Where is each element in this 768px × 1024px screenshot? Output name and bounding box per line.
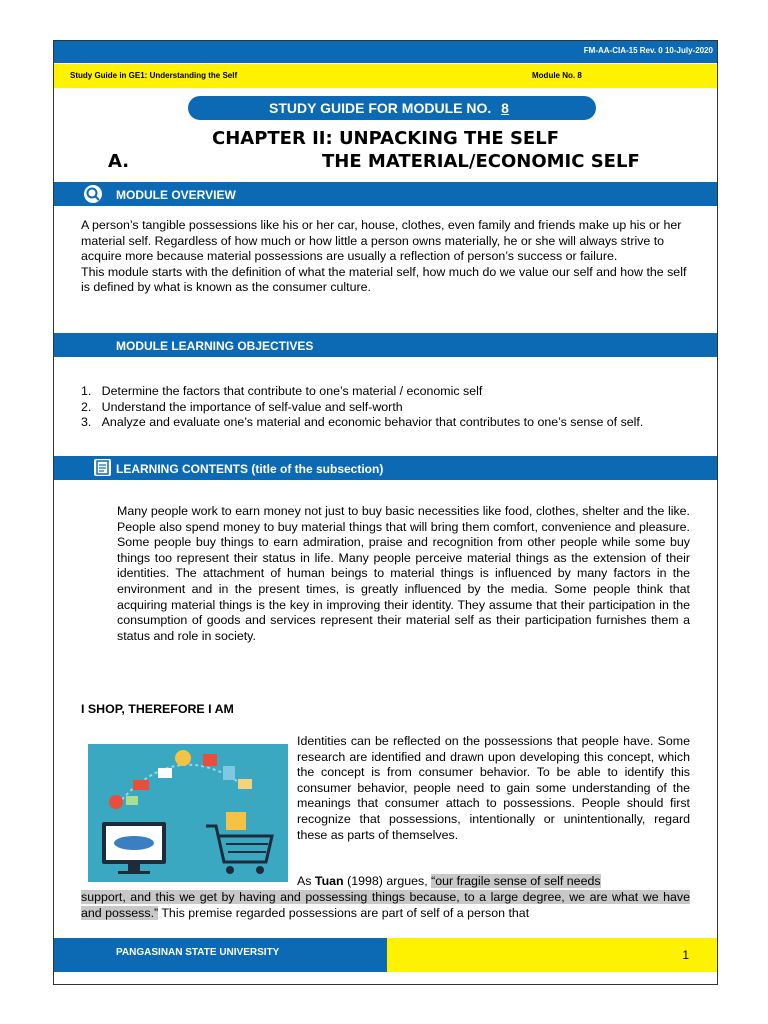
form-code-bar	[54, 41, 717, 63]
possessions-paragraph: Identities can be reflected on the possessions that people have. Some research are identified and drawn upon developing this concept, which the concept is from consumer behavior. To be able to identify this consumer behavior, people need to gain some understanding of the meanings that consumer attach to possessions. People should first recognize that possessions, intentionally or unintentionally, regard these as parts of themselves.	[297, 734, 690, 842]
study-guide-module-number: 8	[501, 100, 509, 116]
university-name: PANGASINAN STATE UNIVERSITY	[116, 947, 280, 958]
study-guide-title-text: STUDY GUIDE FOR MODULE NO.	[269, 100, 492, 116]
module-overview-label: MODULE OVERVIEW	[116, 188, 236, 202]
learning-objectives-label: MODULE LEARNING OBJECTIVES	[116, 339, 314, 353]
tuan-quote-line: As Tuan (1998) argues, “our fragile sense of self needs	[297, 874, 601, 888]
list-item: 3. Analyze and evaluate one’s material and economic behavior that contributes to one’s sense of self.	[81, 415, 644, 430]
footer-page-bar	[387, 938, 717, 972]
learning-contents-bar	[54, 456, 717, 480]
list-item: 2. Understand the importance of self-value and self-worth	[81, 399, 403, 414]
section-heading: I SHOP, THEREFORE I AM	[81, 702, 234, 716]
document-icon	[94, 459, 111, 476]
module-number: Module No. 8	[532, 71, 582, 80]
highlighted-quote: “our fragile sense of self needs	[431, 874, 601, 888]
module-overview-bar	[54, 182, 717, 206]
objectives-list	[81, 384, 701, 431]
course-bar	[54, 64, 717, 88]
online-shopping-illustration	[88, 744, 288, 882]
author-name: Tuan	[314, 874, 344, 888]
page-number: 1	[682, 948, 689, 962]
highlighted-quote-continued: support, and this we get by having and possessing things because, to a large degree, we are what we have and possess.”	[81, 890, 690, 920]
document-page	[53, 40, 718, 985]
footer-university-bar	[54, 938, 387, 972]
form-code: FM-AA-CIA-15 Rev. 0 10-July-2020	[583, 46, 713, 55]
study-guide-title	[188, 96, 596, 120]
tuan-quote-continued: support, and this we get by having and possessing things because, to a large degree, we are what we have and possess.” This premise regarded possessions are part of self of a person that	[81, 890, 690, 920]
chapter-title: CHAPTER II: UNPACKING THE SELF	[211, 128, 559, 149]
search-icon	[84, 185, 102, 203]
chapter-subtitle: THE MATERIAL/ECONOMIC SELF	[322, 151, 640, 172]
contents-intro-paragraph: Many people work to earn money not just to buy basic necessities like food, clothes, shelter and the like. People also spend money to buy material things that will bring them comfort, convenience and pleasure. Some people buy things to earn admiration, praise and recognition from other people while some buy things too represent their status in life. Many people perceive material things as the extension of their identities. The attachment of human beings to material things is influenced by many factors in the environment and in the present times, is greatly influenced by the media. Some people think that acquiring material things is the key in improving their identity. They assume that their participation in the consumption of goods and services represent their material self as their participation furnishes them a status and role in society.	[117, 504, 690, 643]
course-title: Study Guide in GE1: Understanding the Self	[70, 71, 238, 80]
chapter-letter: A.	[108, 151, 130, 172]
list-item: 1. Determine the factors that contribute to one’s material / economic self	[81, 384, 483, 398]
learning-contents-label: LEARNING CONTENTS (title of the subsection)	[116, 462, 384, 476]
overview-paragraph: A person’s tangible possessions like his or her car, house, clothes, even family and friends make up his or her material self. Regardless of how much or how little a person owns materially, he or she will always strive to acquire more because material possessions are usually a reflection of person’s success or failure. This module starts with the definition of what the material self, how much do we value our self and how the self is defined by what is known as the consumer culture.	[81, 218, 687, 295]
learning-objectives-bar	[54, 333, 717, 357]
